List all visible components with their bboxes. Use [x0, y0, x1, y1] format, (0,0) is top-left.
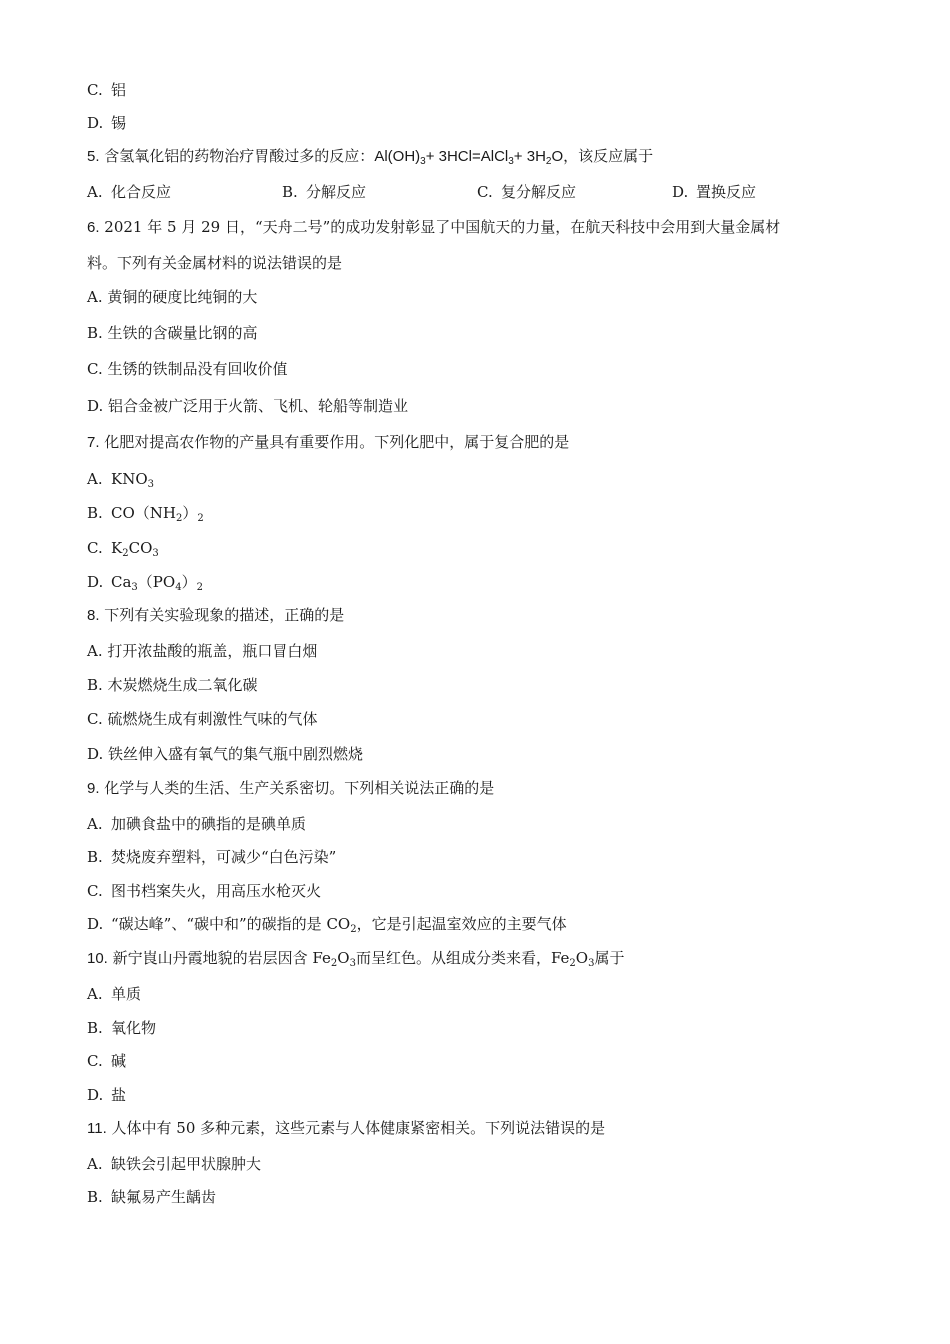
q10-option-d: D. 盐: [87, 1086, 127, 1104]
q5-option-d: D. 置换反应: [672, 183, 757, 201]
q6-option-a: A. 黄铜的硬度比纯铜的大: [87, 288, 258, 306]
q9-option-a: A. 加碘食盐中的碘指的是碘单质: [87, 815, 307, 833]
q11-option-a: A. 缺铁会引起甲状腺肿大: [87, 1155, 262, 1173]
q8-option-a: A. 打开浓盐酸的瓶盖，瓶口冒白烟: [87, 642, 318, 660]
q11-stem: 11. 人体中有 50 多种元素，这些元素与人体健康紧密相关。下列说法错误的是: [87, 1119, 606, 1137]
q5-option-a: A. 化合反应: [87, 183, 172, 201]
q10-option-a: A. 单质: [87, 985, 142, 1003]
q8-option-b: B. 木炭燃烧生成二氧化碳: [87, 676, 258, 694]
q7-option-a: A. $KNO_3$: [87, 470, 155, 490]
q7-option-b: B. $CO(NH_2)_2$: [87, 504, 204, 524]
q6-stem-line2: 料。下列有关金属材料的说法错误的是: [87, 254, 343, 272]
q9-option-d: D. “碳达峰”、“碳中和”的碳指的是 $CO_2$，它是引起温室效应的主要气体: [87, 915, 567, 935]
q10-option-b: B. 氧化物: [87, 1019, 157, 1037]
q5-option-c: C. 复分解反应: [477, 183, 577, 201]
q6-option-d: D. 铝合金被广泛用于火箭、飞机、轮船等制造业: [87, 397, 409, 415]
q4-option-c: C. 铝: [87, 81, 127, 99]
q5-option-b: B. 分解反应: [282, 183, 367, 201]
q8-stem: 8. 下列有关实验现象的描述，正确的是: [87, 606, 345, 624]
q10-stem: 10. 新宁崀山丹霞地貌的岩层因含 $Fe_2O_3$而呈红色。从组成分类来看，$Fe_2O_3$属于: [87, 949, 625, 969]
q10-option-c: C. 碱: [87, 1052, 127, 1070]
q7-option-d: D. $Ca_3(PO_4)_2$: [87, 573, 203, 593]
q8-option-c: C. 硫燃烧生成有刺激性气味的气体: [87, 710, 318, 728]
q9-stem: 9. 化学与人类的生活、生产关系密切。下列相关说法正确的是: [87, 779, 495, 797]
q5-stem: 5. 含氢氧化铝的药物治疗胃酸过多的反应：$Al(OH)_3+$ 3HCl=AlCl$_3$+ $3H_2O$，该反应属于: [87, 147, 654, 167]
q6-option-c: C. 生锈的铁制品没有回收价值: [87, 360, 288, 378]
q7-option-c: C. $K_2CO_3$: [87, 539, 159, 559]
q5-equation: $Al(OH)_3+$ 3HCl=AlCl$_3$+ $3H_2O$: [374, 148, 564, 167]
q5-options: [87, 182, 867, 202]
q11-option-b: B. 缺氟易产生龋齿: [87, 1188, 217, 1206]
q4-option-d: D. 锡: [87, 114, 127, 132]
q7-stem: 7. 化肥对提高农作物的产量具有重要作用。下列化肥中，属于复合肥的是: [87, 433, 570, 451]
q6-stem-line1: 6. 2021 年 5 月 29 日，“天舟二号”的成功发射彰显了中国航天的力量，在航天科技中会用到大量金属材: [87, 218, 781, 236]
q9-option-c: C. 图书档案失火，用高压水枪灭火: [87, 882, 322, 900]
q9-option-b: B. 焚烧废弃塑料，可减少“白色污染”: [87, 848, 337, 866]
q6-option-b: B. 生铁的含碳量比钢的高: [87, 324, 258, 342]
q8-option-d: D. 铁丝伸入盛有氧气的集气瓶中剧烈燃烧: [87, 745, 364, 763]
